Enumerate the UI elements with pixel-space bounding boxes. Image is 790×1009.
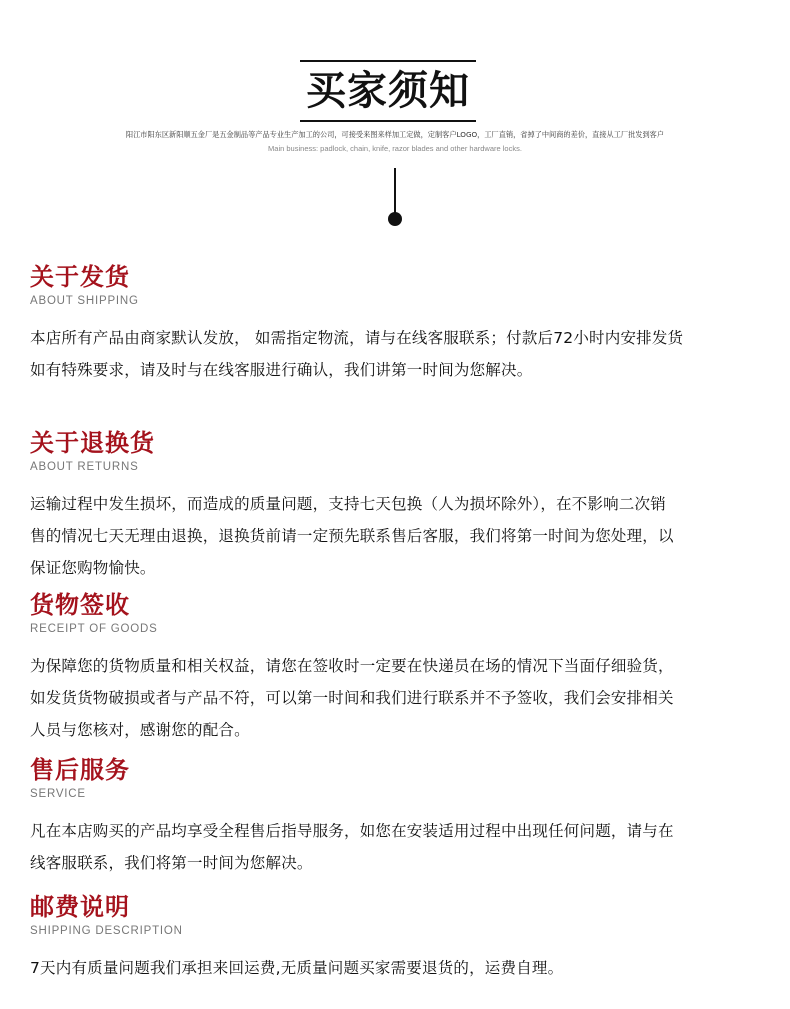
section-returns	[30, 428, 790, 584]
section-body	[30, 322, 782, 386]
section-shipping-fee	[30, 892, 790, 984]
body-line: 凡在本店购买的产品均享受全程售后指导服务，如您在安装适用过程中出现任何问题，请与在	[30, 822, 674, 840]
body-line: 保证您购物愉快。	[30, 559, 156, 577]
title-box	[300, 60, 476, 122]
pin-stem-icon	[394, 168, 396, 216]
title-divider-top	[300, 60, 476, 62]
section-body	[30, 488, 782, 584]
section-body	[30, 650, 782, 746]
section-subtitle: SHIPPING DESCRIPTION	[30, 925, 183, 937]
section-title: 关于退换货	[30, 429, 155, 457]
body-line: 运输过程中发生损坏，而造成的质量问题，支持七天包换（人为损坏除外），在不影响二次销	[30, 495, 666, 513]
section-title: 货物签收	[30, 591, 130, 619]
section-title: 关于发货	[30, 263, 130, 291]
section-shipping	[30, 262, 790, 386]
section-subtitle: ABOUT SHIPPING	[30, 295, 139, 307]
section-body	[30, 815, 782, 879]
section-body	[30, 952, 782, 984]
section-subtitle: SERVICE	[30, 788, 86, 800]
section-title: 邮费说明	[30, 893, 130, 921]
main-business-text: Main business: padlock, chain, knife, razor blades and other hardware locks.	[268, 144, 522, 153]
body-line: 7天内有质量问题我们承担来回运费,无质量问题买家需要退货的，运费自理。	[30, 959, 564, 977]
body-line: 本店所有产品由商家默认发放， 如需指定物流，请与在线客服联系；付款后72小时内安排发货	[30, 329, 684, 347]
page-header	[0, 0, 790, 230]
section-subtitle: ABOUT RETURNS	[30, 461, 139, 473]
section-title: 售后服务	[30, 756, 130, 784]
section-receipt	[30, 590, 790, 746]
body-line: 人员与您核对，感谢您的配合。	[30, 721, 250, 739]
company-description: 阳江市阳东区新阳顺五金厂是五金制品等产品专业生产加工的公司，可接受来图来样加工定做，定制客户LOGO，工厂直销，省掉了中间商的差价，直接从工厂批发到客户	[125, 130, 665, 139]
body-line: 线客服联系，我们将第一时间为您解决。	[30, 854, 313, 872]
body-line: 如发货货物破损或者与产品不符，可以第一时间和我们进行联系并不予签收，我们会安排相关	[30, 689, 674, 707]
body-line: 为保障您的货物质量和相关权益，请您在签收时一定要在快递员在场的情况下当面仔细验货，	[30, 657, 674, 675]
page-title: 买家须知	[306, 68, 470, 114]
body-line: 如有特殊要求，请及时与在线客服进行确认，我们讲第一时间为您解决。	[30, 361, 533, 379]
section-subtitle: RECEIPT OF GOODS	[30, 623, 158, 635]
pin-dot-icon	[388, 212, 402, 226]
title-divider-bottom	[300, 120, 476, 122]
section-service	[30, 755, 790, 879]
body-line: 售的情况七天无理由退换，退换货前请一定预先联系售后客服，我们将第一时间为您处理，以	[30, 527, 674, 545]
